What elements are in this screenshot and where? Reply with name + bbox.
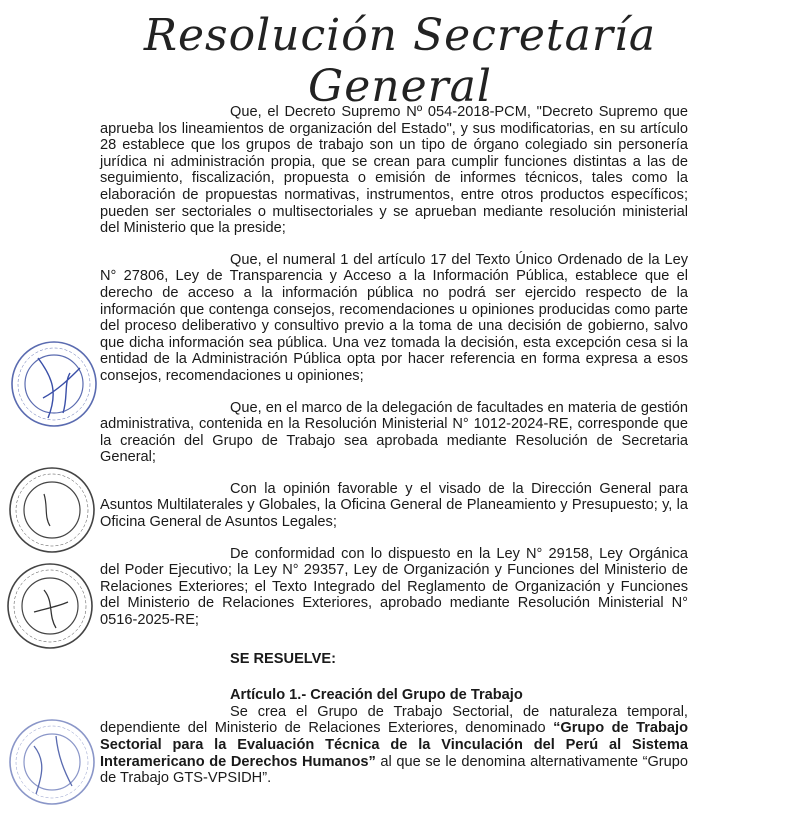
resolve-heading: SE RESUELVE:: [230, 650, 336, 667]
seal-stamp-3: [4, 560, 96, 652]
seal-stamp-4-graphic: [6, 716, 98, 808]
article-text-after: al que se le denomina alternativamente “Grupo de Trabajo GTS-VPSIDH”.: [100, 753, 688, 787]
page-title: Resolución Secretaría General: [143, 10, 657, 112]
document-body: [100, 104, 688, 802]
seal-stamp-2: [6, 464, 98, 556]
seal-stamp-1-graphic: [8, 338, 100, 430]
seal-stamp-2-graphic: [6, 464, 98, 556]
group-name: “Grupo de Trabajo Sectorial para la Evaluación Técnica de la Vinculación del Perú al Sistema Interamericano de Derechos Humanos”: [100, 720, 689, 770]
paragraph-1: Que, el Decreto Supremo Nº 054-2018-PCM, "Decreto Supremo que aprueba los lineamientos de organización del Estado", y sus modificatorias, en su artículo 28 establece que los grupos de trabajo son un tipo de órgano colegiado sin personería jurídica ni administración propia, que se crean para cumplir funciones distintas a las de seguimiento, fiscalización, propuesta o emisión de informes técnicos, tales como la elaboración de propuestas normativas, instrumentos, entre otros productos específicos; pueden ser sectoriales o multisectoriales y se aprueban mediante resolución ministerial del Ministerio que la preside;: [100, 104, 688, 237]
seal-stamp-1: [8, 338, 100, 430]
paragraph-4: Con la opinión favorable y el visado de la Dirección General para Asuntos Multilaterales y Globales, la Oficina General de Planeamiento y Presupuesto; y, la Oficina General de Asuntos Legales;: [100, 480, 688, 531]
paragraph-2: Que, el numeral 1 del artículo 17 del Texto Único Ordenado de la Ley N° 27806, Ley de Transparencia y Acceso a la Información Pública, establece que el derecho de acceso a la información pública no podrá ser ejercido respecto de la información que contenga consejos, recomendaciones u opiniones producidas como parte del proceso deliberativo y consultivo previo a la toma de una decisión de gobierno, salvo que dicha información sea pública. Una vez tomada la decisión, esta excepción cesa si la entidad de la Administración Pública opta por hacer referencia en forma expresa a esos consejos, recomendaciones u opiniones;: [100, 251, 688, 384]
seal-stamp-4: [6, 716, 98, 808]
article-title: Artículo 1.- Creación del Grupo de Trabajo: [230, 687, 523, 704]
paragraph-3: Que, en el marco de la delegación de facultades en materia de gestión administrativa, contenida en la Resolución Ministerial N° 1012-2024-RE, corresponde que la creación del Grupo de Trabajo sea aprobada mediante Resolución de Secretaria General;: [100, 399, 688, 466]
seal-stamp-3-graphic: [4, 560, 96, 652]
paragraph-5: De conformidad con lo dispuesto en la Ley N° 29158, Ley Orgánica del Poder Ejecutivo; la Ley N° 29357, Ley de Organización y Funciones del Ministerio de Relaciones Exteriores; el Texto Integrado del Reglamento de Organización y Funciones del Ministerio de Relaciones Exteriores, aprobado mediante Resolución Ministerial N° 0516-2025-RE;: [100, 545, 688, 629]
article-text: [100, 704, 688, 787]
article-text-before: Se crea el Grupo de Trabajo Sectorial, de naturaleza temporal, dependiente del Ministerio de Relaciones Exteriores, denominado: [100, 703, 688, 737]
